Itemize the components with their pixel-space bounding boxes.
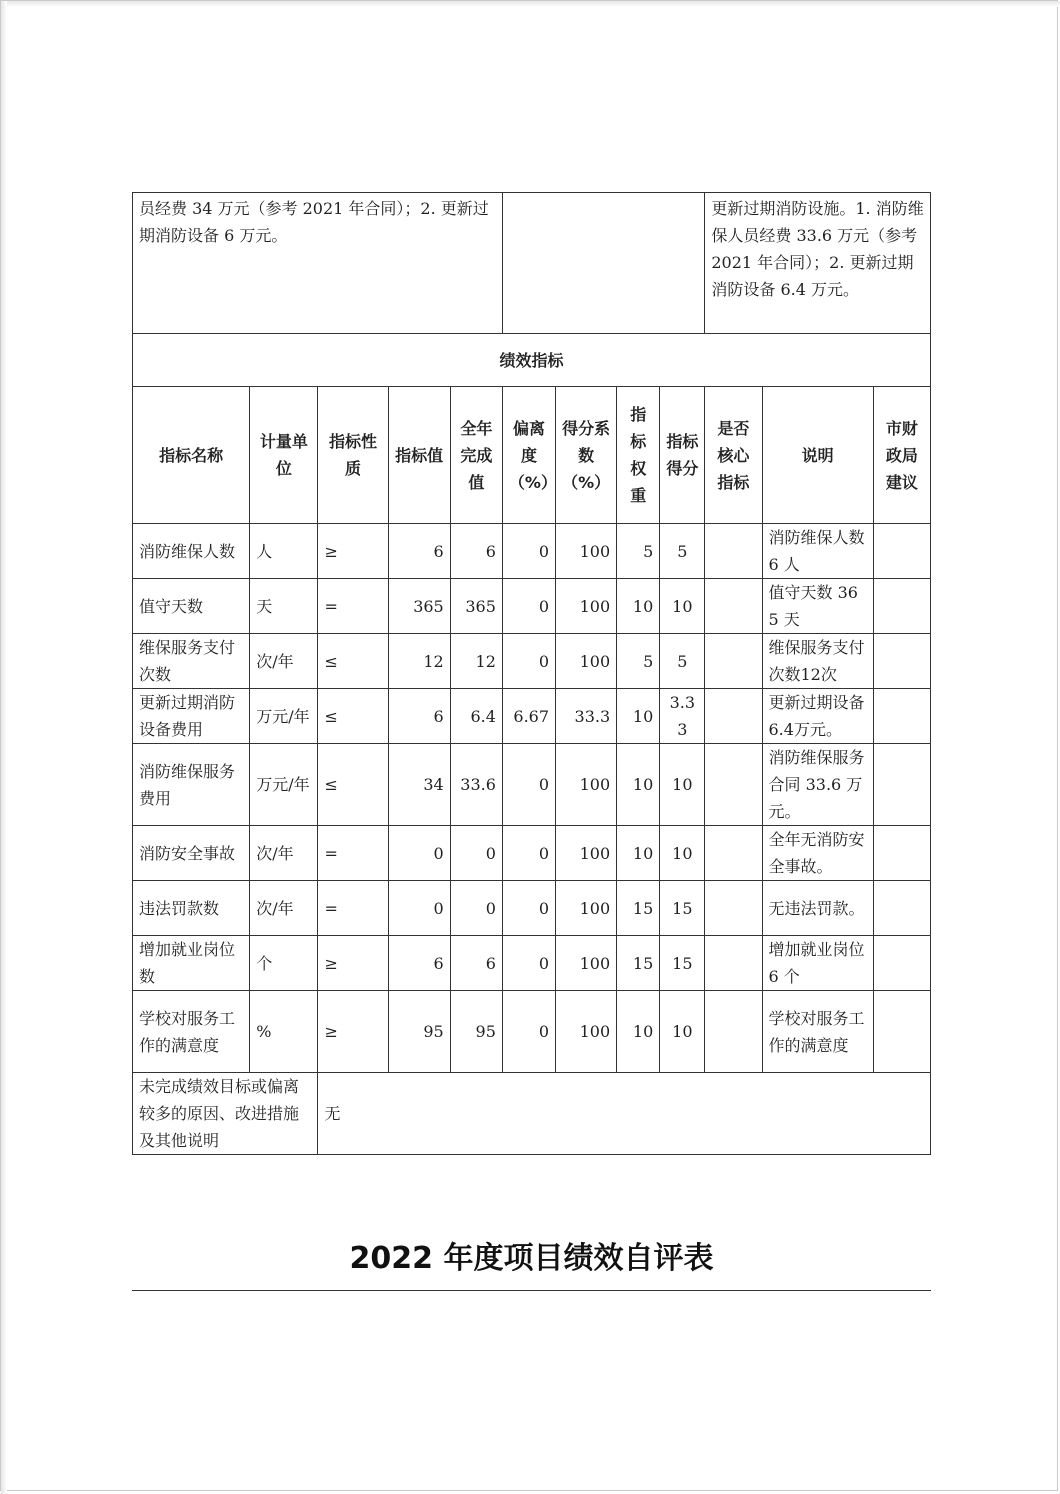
performance-table bbox=[132, 192, 931, 1155]
cell-deviation: 0 bbox=[502, 991, 555, 1073]
cell-note: 更新过期设备6.4万元。 bbox=[762, 689, 873, 744]
top-right-cell: 更新过期消防设施。1. 消防维保人员经费 33.6 万元（参考 2021 年合同）；2. 更新过期消防设备 6.4 万元。 bbox=[705, 193, 931, 334]
cell-unit: 万元/年 bbox=[250, 744, 318, 826]
header-nature: 指标性质 bbox=[318, 387, 388, 524]
cell-deviation: 0 bbox=[502, 881, 555, 936]
cell-score: 10 bbox=[660, 744, 705, 826]
cell-weight: 10 bbox=[617, 579, 660, 634]
cell-weight: 10 bbox=[617, 826, 660, 881]
cell-score: 15 bbox=[660, 936, 705, 991]
cell-deviation: 0 bbox=[502, 634, 555, 689]
cell-weight: 10 bbox=[617, 689, 660, 744]
cell-advice bbox=[873, 579, 930, 634]
table-row bbox=[133, 744, 931, 826]
cell-name: 增加就业岗位数 bbox=[133, 936, 250, 991]
cell-coef: 100 bbox=[556, 744, 617, 826]
cell-core bbox=[705, 991, 762, 1073]
cell-actual: 0 bbox=[450, 881, 502, 936]
top-continuation-row bbox=[133, 193, 931, 334]
cell-nature: = bbox=[318, 579, 388, 634]
cell-core bbox=[705, 936, 762, 991]
cell-core bbox=[705, 634, 762, 689]
cell-name: 消防维保服务费用 bbox=[133, 744, 250, 826]
cell-name: 值守天数 bbox=[133, 579, 250, 634]
cell-core bbox=[705, 744, 762, 826]
header-target: 指标值 bbox=[388, 387, 450, 524]
cell-name: 消防安全事故 bbox=[133, 826, 250, 881]
table-row bbox=[133, 991, 931, 1073]
table-row bbox=[133, 936, 931, 991]
cell-score: 10 bbox=[660, 991, 705, 1073]
cell-target: 0 bbox=[388, 826, 450, 881]
cell-nature: ≤ bbox=[318, 689, 388, 744]
page-shadow-top bbox=[1, 1, 1060, 7]
next-table-title: 2022 年度项目绩效自评表 bbox=[349, 1241, 714, 1276]
header-name: 指标名称 bbox=[133, 387, 250, 524]
cell-advice bbox=[873, 936, 930, 991]
cell-coef: 100 bbox=[556, 524, 617, 579]
cell-unit: 万元/年 bbox=[250, 689, 318, 744]
cell-score: 5 bbox=[660, 634, 705, 689]
section-title: 绩效指标 bbox=[133, 334, 931, 387]
header-advice: 市财政局建议 bbox=[873, 387, 930, 524]
header-core: 是否核心指标 bbox=[705, 387, 762, 524]
cell-advice bbox=[873, 991, 930, 1073]
cell-coef: 100 bbox=[556, 826, 617, 881]
cell-target: 34 bbox=[388, 744, 450, 826]
cell-actual: 365 bbox=[450, 579, 502, 634]
cell-actual: 6.4 bbox=[450, 689, 502, 744]
cell-note: 学校对服务工作的满意度 bbox=[762, 991, 873, 1073]
cell-score: 15 bbox=[660, 881, 705, 936]
cell-unit: 次/年 bbox=[250, 881, 318, 936]
header-unit: 计量单位 bbox=[250, 387, 318, 524]
summary-row bbox=[133, 1073, 931, 1155]
cell-unit: 次/年 bbox=[250, 634, 318, 689]
cell-target: 6 bbox=[388, 524, 450, 579]
cell-unit: 次/年 bbox=[250, 826, 318, 881]
cell-note: 全年无消防安全事故。 bbox=[762, 826, 873, 881]
cell-core bbox=[705, 881, 762, 936]
summary-label: 未完成绩效目标或偏离较多的原因、改进措施及其他说明 bbox=[133, 1073, 318, 1155]
cell-unit: 天 bbox=[250, 579, 318, 634]
cell-score: 5 bbox=[660, 524, 705, 579]
header-score: 指标得分 bbox=[660, 387, 705, 524]
cell-target: 0 bbox=[388, 881, 450, 936]
cell-coef: 100 bbox=[556, 579, 617, 634]
cell-score: 10 bbox=[660, 826, 705, 881]
cell-nature: ≤ bbox=[318, 634, 388, 689]
cell-coef: 100 bbox=[556, 936, 617, 991]
table-row bbox=[133, 826, 931, 881]
cell-nature: ≥ bbox=[318, 936, 388, 991]
cell-note: 消防维保服务合同 33.6 万元。 bbox=[762, 744, 873, 826]
cell-nature: ≥ bbox=[318, 524, 388, 579]
cell-unit: % bbox=[250, 991, 318, 1073]
cell-nature: = bbox=[318, 881, 388, 936]
cell-weight: 15 bbox=[617, 936, 660, 991]
cell-weight: 5 bbox=[617, 634, 660, 689]
page-shadow-left bbox=[1, 1, 7, 1494]
cell-advice bbox=[873, 634, 930, 689]
cell-name: 违法罚款数 bbox=[133, 881, 250, 936]
cell-note: 值守天数 365 天 bbox=[762, 579, 873, 634]
cell-target: 95 bbox=[388, 991, 450, 1073]
cell-advice bbox=[873, 881, 930, 936]
cell-deviation: 0 bbox=[502, 579, 555, 634]
cell-core bbox=[705, 524, 762, 579]
cell-name: 更新过期消防设备费用 bbox=[133, 689, 250, 744]
cell-nature: = bbox=[318, 826, 388, 881]
cell-deviation: 0 bbox=[502, 826, 555, 881]
cell-deviation: 0 bbox=[502, 744, 555, 826]
header-actual: 全年完成值 bbox=[450, 387, 502, 524]
cell-advice bbox=[873, 689, 930, 744]
cell-unit: 人 bbox=[250, 524, 318, 579]
cell-target: 6 bbox=[388, 936, 450, 991]
summary-value: 无 bbox=[318, 1073, 931, 1155]
cell-note: 增加就业岗位 6 个 bbox=[762, 936, 873, 991]
header-weight: 指标权重 bbox=[617, 387, 660, 524]
cell-actual: 33.6 bbox=[450, 744, 502, 826]
cell-name: 消防维保人数 bbox=[133, 524, 250, 579]
cell-advice bbox=[873, 524, 930, 579]
header-deviation: 偏离度（%） bbox=[502, 387, 555, 524]
cell-deviation: 6.67 bbox=[502, 689, 555, 744]
cell-deviation: 0 bbox=[502, 936, 555, 991]
cell-weight: 5 bbox=[617, 524, 660, 579]
cell-score: 10 bbox=[660, 579, 705, 634]
header-coef: 得分系数（%） bbox=[556, 387, 617, 524]
cell-note: 维保服务支付次数12次 bbox=[762, 634, 873, 689]
table-row bbox=[133, 524, 931, 579]
cell-core bbox=[705, 689, 762, 744]
cell-deviation: 0 bbox=[502, 524, 555, 579]
title-underline bbox=[132, 1290, 931, 1291]
cell-score: 3.33 bbox=[660, 689, 705, 744]
cell-actual: 6 bbox=[450, 524, 502, 579]
cell-weight: 10 bbox=[617, 991, 660, 1073]
cell-core bbox=[705, 826, 762, 881]
table-row bbox=[133, 634, 931, 689]
section-header-row bbox=[133, 334, 931, 387]
cell-coef: 100 bbox=[556, 991, 617, 1073]
cell-weight: 15 bbox=[617, 881, 660, 936]
cell-nature: ≤ bbox=[318, 744, 388, 826]
cell-target: 6 bbox=[388, 689, 450, 744]
top-left-cell: 员经费 34 万元（参考 2021 年合同）；2. 更新过期消防设备 6 万元。 bbox=[133, 193, 503, 334]
cell-note: 无违法罚款。 bbox=[762, 881, 873, 936]
cell-actual: 95 bbox=[450, 991, 502, 1073]
header-note: 说明 bbox=[762, 387, 873, 524]
cell-name: 学校对服务工作的满意度 bbox=[133, 991, 250, 1073]
cell-advice bbox=[873, 826, 930, 881]
table-row bbox=[133, 881, 931, 936]
cell-actual: 6 bbox=[450, 936, 502, 991]
cell-note: 消防维保人数 6 人 bbox=[762, 524, 873, 579]
cell-target: 365 bbox=[388, 579, 450, 634]
cell-actual: 0 bbox=[450, 826, 502, 881]
cell-actual: 12 bbox=[450, 634, 502, 689]
cell-coef: 100 bbox=[556, 881, 617, 936]
table-row bbox=[133, 689, 931, 744]
cell-coef: 33.3 bbox=[556, 689, 617, 744]
table-row bbox=[133, 579, 931, 634]
cell-unit: 个 bbox=[250, 936, 318, 991]
cell-coef: 100 bbox=[556, 634, 617, 689]
top-middle-cell bbox=[502, 193, 704, 334]
cell-weight: 10 bbox=[617, 744, 660, 826]
cell-advice bbox=[873, 744, 930, 826]
cell-core bbox=[705, 579, 762, 634]
cell-name: 维保服务支付次数 bbox=[133, 634, 250, 689]
cell-nature: ≥ bbox=[318, 991, 388, 1073]
column-header-row bbox=[133, 387, 931, 524]
cell-target: 12 bbox=[388, 634, 450, 689]
